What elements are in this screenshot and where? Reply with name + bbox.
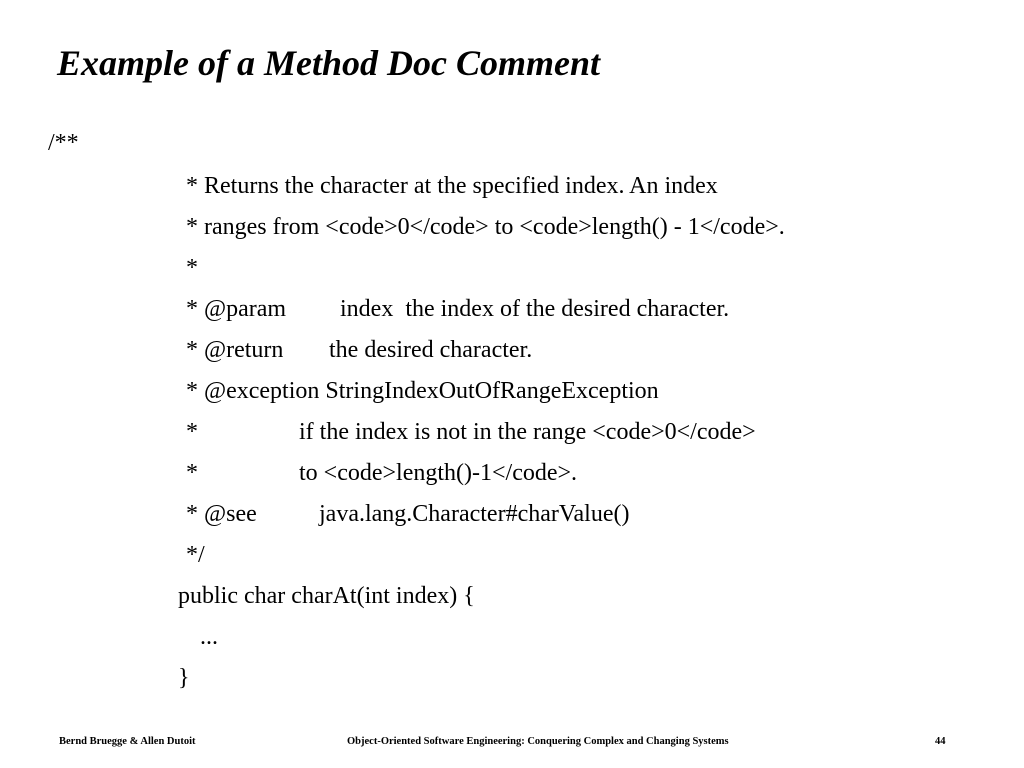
method-signature: public char charAt(int index) { — [178, 583, 475, 609]
comment-close: */ — [186, 542, 205, 568]
exception-tag-line: * @exception StringIndexOutOfRangeException — [186, 378, 659, 404]
see-tag: * @see — [186, 501, 257, 527]
method-body: ... — [200, 624, 218, 650]
comment-blank-line: * — [186, 255, 198, 281]
description-line-2: * ranges from <code>0</code> to <code>length() - 1</code>. — [186, 214, 785, 240]
method-close-brace: } — [178, 665, 190, 691]
footer-authors: Bernd Bruegge & Allen Dutoit — [59, 736, 196, 747]
return-description: the desired character. — [329, 337, 533, 363]
param-description: index the index of the desired character. — [340, 296, 730, 322]
comment-open: /** — [48, 130, 79, 156]
return-tag: * @return — [186, 337, 284, 363]
exception-description-1: if the index is not in the range <code>0</code> — [299, 419, 756, 445]
see-reference: java.lang.Character#charValue() — [319, 501, 630, 527]
footer-book-title: Object-Oriented Software Engineering: Conquering Complex and Changing Systems — [347, 736, 729, 747]
slide-title: Example of a Method Doc Comment — [57, 43, 600, 83]
exception-star-2: * — [186, 460, 198, 486]
footer-page-number: 44 — [935, 736, 946, 747]
exception-description-2: to <code>length()-1</code>. — [299, 460, 578, 486]
exception-star-1: * — [186, 419, 198, 445]
param-tag: * @param — [186, 296, 287, 322]
description-line-1: * Returns the character at the specified index. An index — [186, 173, 718, 199]
